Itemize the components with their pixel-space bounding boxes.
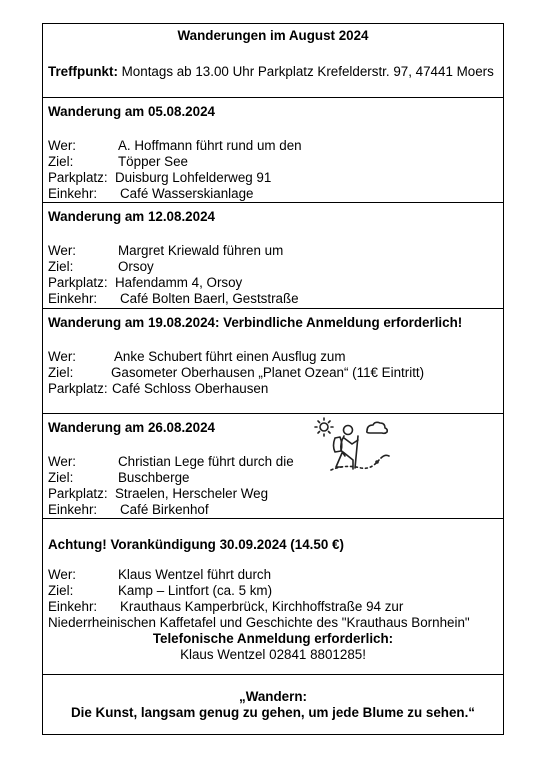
quote-line-1: „Wandern:	[239, 689, 307, 704]
hike-title: Wanderung am 12.08.2024	[48, 209, 215, 224]
row-label: Wer:	[48, 349, 77, 364]
hike-section-4	[43, 414, 503, 519]
quote-line-2: Die Kunst, langsam genug zu gehen, um jede Blume zu sehen.“	[70, 705, 475, 720]
row-value: A. Hoffmann führt rund um den	[118, 138, 302, 153]
row-label: Parkplatz:	[48, 486, 108, 501]
row-value: Straelen, Herscheler Weg	[115, 486, 269, 501]
notice-section	[43, 519, 503, 675]
hike-row	[48, 243, 283, 259]
hike-title: Wanderung am 05.08.2024	[48, 104, 215, 119]
row-label: Ziel:	[48, 154, 74, 169]
row-value: Krauthaus Kamperbrück, Kirchhoffstraße 94 zur	[120, 599, 404, 614]
row-value: Café Birkenhof	[120, 502, 209, 517]
hike-row	[48, 486, 268, 502]
row-value: Anke Schubert führt einen Ausflug zum	[114, 349, 346, 364]
row-value: Café Wasserskianlage	[120, 186, 254, 201]
row-label: Parkplatz:	[48, 170, 108, 185]
hike-row	[48, 381, 268, 397]
row-label: Einkehr:	[48, 502, 98, 517]
row-value: Buschberge	[118, 470, 190, 485]
row-label: Wer:	[48, 243, 77, 258]
row-value: Margret Kriewald führen um	[118, 243, 284, 258]
row-label: Einkehr:	[48, 186, 98, 201]
hike-row	[48, 365, 424, 381]
hike-row	[48, 291, 299, 307]
page-title: Wanderungen im August 2024	[177, 28, 369, 43]
row-value: Orsoy	[118, 259, 154, 274]
hiker-icon	[311, 414, 395, 476]
hike-row	[48, 454, 294, 470]
meeting-label: Treffpunkt:	[48, 64, 118, 79]
row-label: Wer:	[48, 567, 77, 582]
hike-row	[48, 275, 242, 291]
notice-title: Achtung! Vorankündigung 30.09.2024 (14.50 €)	[48, 537, 344, 552]
row-label: Wer:	[48, 454, 77, 469]
row-value: Christian Lege führt durch die	[118, 454, 294, 469]
hike-row	[48, 154, 188, 170]
hike-section-1	[43, 98, 503, 203]
hike-section-3	[43, 309, 503, 414]
row-label: Wer:	[48, 138, 77, 153]
hike-row	[48, 259, 154, 275]
row-label: Ziel:	[48, 470, 74, 485]
hike-section-2	[43, 203, 503, 309]
row-value: Kamp – Lintfort (ca. 5 km)	[118, 583, 273, 598]
row-label: Ziel:	[48, 365, 74, 380]
header-section	[43, 24, 503, 98]
row-value: Gasometer Oberhausen „Planet Ozean“ (11€ Eintritt)	[111, 365, 425, 380]
hike-row	[48, 170, 271, 186]
notice-row	[48, 567, 271, 583]
hike-row	[48, 470, 189, 486]
row-value: Café Bolten Baerl, Geststraße	[120, 291, 299, 306]
notice-row	[48, 583, 272, 599]
quote-section	[43, 675, 503, 734]
meeting-text: Montags ab 13.00 Uhr Parkplatz Krefelderstr. 97, 47441 Moers	[121, 64, 494, 79]
hike-row	[48, 502, 209, 518]
row-value: Töpper See	[118, 154, 188, 169]
row-label: Parkplatz:	[48, 381, 108, 396]
row-label: Einkehr:	[48, 291, 98, 306]
phone-contact: Klaus Wentzel 02841 8801285!	[180, 647, 366, 662]
row-label: Ziel:	[48, 259, 74, 274]
row-label: Ziel:	[48, 583, 74, 598]
row-label: Einkehr:	[48, 599, 98, 614]
hike-row	[48, 138, 302, 154]
schedule-frame	[42, 23, 504, 735]
row-value: Klaus Wentzel führt durch	[118, 567, 272, 582]
row-value: Hafendamm 4, Orsoy	[115, 275, 243, 290]
row-value: Café Schloss Oberhausen	[112, 381, 269, 396]
hike-title: Wanderung am 26.08.2024	[48, 420, 215, 435]
notice-row	[48, 599, 403, 615]
row-label: Parkplatz:	[48, 275, 108, 290]
notice-continuation: Niederrheinischen Kaffetafel und Geschichte des "Krauthaus Bornhein"	[48, 615, 470, 630]
hike-title: Wanderung am 19.08.2024: Verbindliche Anmeldung erforderlich!	[48, 315, 463, 330]
row-value: Duisburg Lohfelderweg 91	[115, 170, 272, 185]
phone-heading: Telefonische Anmeldung erforderlich:	[152, 631, 394, 646]
hike-row	[48, 186, 253, 202]
meeting-point	[48, 64, 494, 80]
hike-row	[48, 349, 346, 365]
